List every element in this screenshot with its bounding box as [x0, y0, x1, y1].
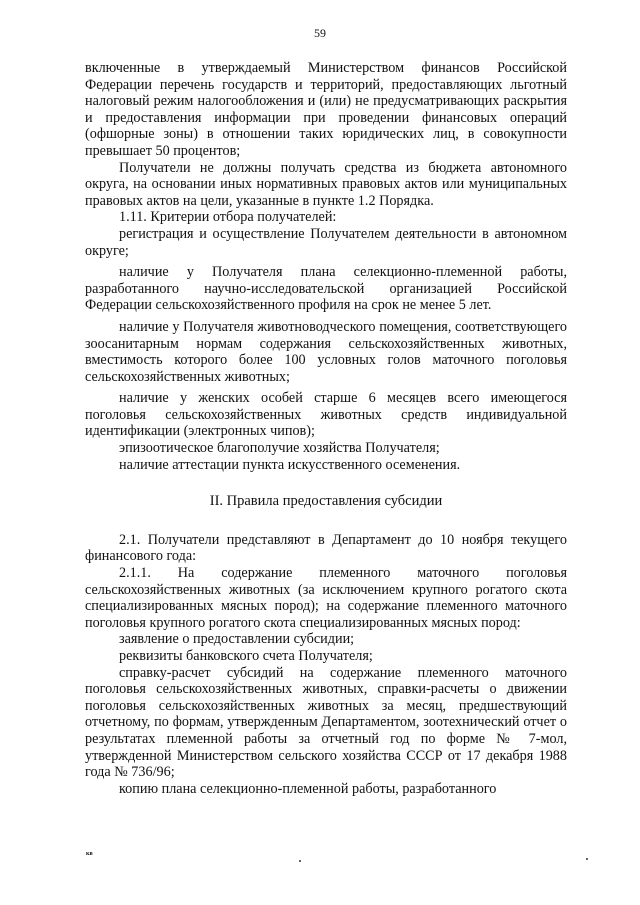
paragraph: копию плана селекционно-племенной работы, разработанного	[119, 780, 497, 797]
paragraph: реквизиты банковского счета Получателя;	[119, 648, 373, 664]
paragraph: 2.1. Получатели представляют в Департамент до 10 ноября текущего финансового года:	[85, 531, 567, 565]
paragraph: наличие аттестации пункта искусственного осеменения.	[119, 456, 461, 473]
paragraph: наличие у Получателя животноводческого помещения, соответствующего зоосанитарным нормам содержания сельскохозяйственных животных, вместимость которого более 100 условных голов маточного поголовья сельскохозяйственных животных;	[85, 318, 567, 385]
paragraph: включенные в утверждаемый Министерством финансов Российской Федерации перечень государств и территорий, предоставляющих льготный налоговый режим налогообложения и (или) не предусматривающих раскрытия и предоставления информации при проведении финансовых операций (офшорные зоны) в отношении таких юридических лиц, в совокупности превышает 50 процентов;	[85, 60, 567, 159]
paragraph: Получатели не должны получать средства из бюджета автономного округа, на основании иных нормативных правовых актов или муниципальных правовых актов на цели, указанные в пункте 1.2 Порядка.	[85, 159, 567, 209]
paragraph: наличие у женских особей старше 6 месяцев всего имеющегося поголовья сельскохозяйственных животных средств индивидуальной идентификации (электронных чипов);	[85, 390, 567, 440]
scan-speck	[586, 858, 588, 860]
paragraph: эпизоотическое благополучие хозяйства Получателя;	[119, 440, 440, 457]
paragraph: наличие у Получателя плана селекционно-племенной работы, разработанного научно-исследовательской организацией Российской Федерации сельскохозяйственного профиля на срок не менее 5 лет.	[85, 264, 567, 314]
page-number: 59	[314, 26, 326, 40]
paragraph: 2.1.1. На содержание племенного маточного поголовья сельскохозяйственных животных (за исключением крупного рогатого скота специализированных мясных пород); на содержание племенного маточного поголовья крупного рогатого скота специализированных мясных пород:	[85, 565, 567, 631]
paragraph: справку-расчет субсидий на содержание племенного маточного поголовья сельскохозяйственных животных, справки-расчеты о движении поголовья сельскохозяйственных животных за месяц, предшествующий отчетному, по формам, утвержденным Департаментом, зоотехнический отчет о результатах племенной работы за отчетный год по форме № 7-мол, утвержденной Министерством сельского хозяйства СССР от 17 декабря 1988 года № 736/96;	[85, 664, 567, 781]
section-heading: II. Правила предоставления субсидии	[209, 493, 443, 510]
paragraph: регистрация и осуществление Получателем деятельности в автономном округе;	[85, 225, 567, 259]
paragraph: 1.11. Критерии отбора получателей:	[119, 209, 337, 226]
document-body	[85, 60, 567, 797]
footer-mark: кв	[86, 851, 93, 857]
scan-speck	[299, 860, 301, 862]
paragraph: заявление о предоставлении субсидии;	[119, 631, 355, 648]
